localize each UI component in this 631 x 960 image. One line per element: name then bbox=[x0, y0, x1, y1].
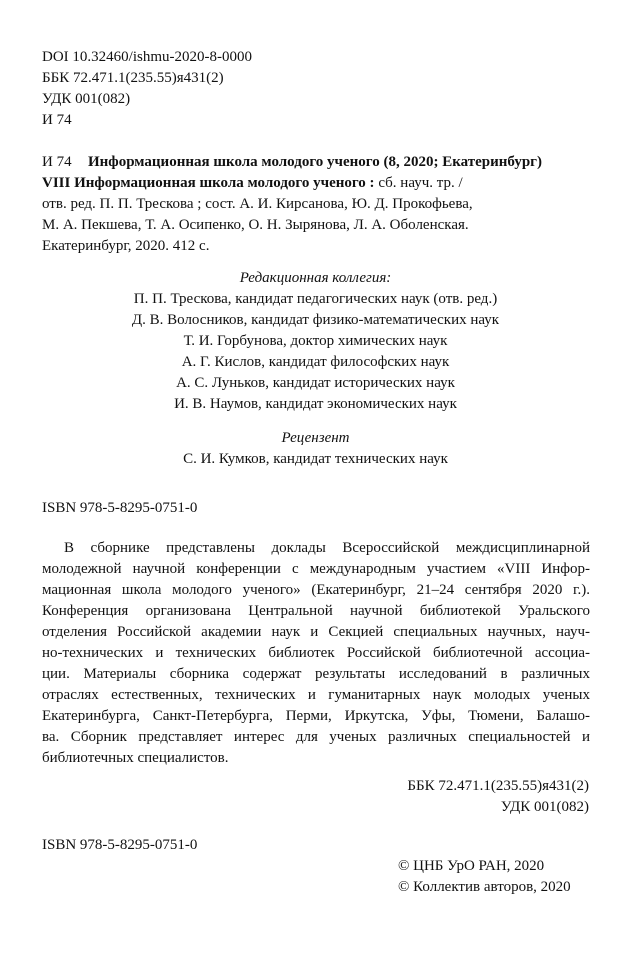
abstract-line: Конференция организована Центральной научной библиотекой Уральского bbox=[42, 603, 590, 619]
entry-line5: Екатеринбург, 2020. 412 с. bbox=[42, 238, 210, 254]
abstract-line: отраслях естественных, технических и гуманитарных наук молодых ученых bbox=[42, 687, 590, 703]
board-heading: Редакционная коллегия: bbox=[239, 270, 392, 286]
board-member: Д. В. Волосников, кандидат физико-математических наук bbox=[131, 312, 500, 328]
copyright-line-2: © Коллектив авторов, 2020 bbox=[398, 879, 571, 895]
abstract-line: мационная школа молодого ученого» (Екатеринбург, 21–24 сентября 2020 г.). bbox=[42, 582, 590, 598]
board-member: П. П. Трескова, кандидат педагогических наук (отв. ред.) bbox=[133, 291, 498, 307]
entry-title-1: Информационная школа молодого ученого (8, 2020; Екатеринбург) bbox=[88, 154, 542, 170]
abstract-line: ции. Материалы сборника содержат результаты исследований в различных bbox=[42, 666, 590, 682]
entry-line4: М. А. Пекшева, Т. А. Осипенко, О. Н. Зырянова, Л. А. Оболенская. bbox=[42, 217, 469, 233]
classification-bbk: ББК 72.471.1(235.55)я431(2) bbox=[407, 778, 589, 794]
entry-line3: отв. ред. П. П. Трескова ; сост. А. И. Кирсанова, Ю. Д. Прокофьева, bbox=[42, 196, 473, 212]
abstract-line: В сборнике представлены доклады Всероссийской междисциплинарной bbox=[64, 540, 590, 556]
board-member: И. В. Наумов, кандидат экономических наук bbox=[174, 396, 457, 412]
abstract-line: ва. Сборник представляет интерес для ученых различных специальностей и bbox=[42, 729, 590, 745]
udk-line: УДК 001(082) bbox=[42, 91, 131, 107]
doi-line: DOI 10.32460/ishmu-2020-8-0000 bbox=[42, 49, 252, 65]
board-member: А. С. Луньков, кандидат исторических наук bbox=[176, 375, 455, 391]
abstract-line: молодежной научной конференции с международным участием «VIII Инфор- bbox=[42, 561, 590, 577]
abstract-line: Екатеринбурга, Санкт-Петербурга, Перми, Иркутска, Уфы, Тюмени, Балашо- bbox=[42, 708, 590, 724]
isbn-top: ISBN 978-5-8295-0751-0 bbox=[42, 500, 198, 516]
bibliographic-entry bbox=[42, 152, 590, 262]
classification-udk: УДК 001(082) bbox=[500, 799, 589, 815]
reviewer-heading: Рецензент bbox=[281, 430, 350, 446]
entry-line2-rest: сб. науч. тр. / bbox=[374, 175, 463, 191]
entry-title-2: VIII Информационная школа молодого ученого : bbox=[42, 175, 375, 191]
editorial-board bbox=[0, 268, 631, 415]
abstract-line: но-технических и технических библиотек Российской библиотечной ассоциа- bbox=[42, 645, 590, 661]
abstract-line: отделения Российской академии наук и Секцией специальных научных, науч- bbox=[42, 624, 590, 640]
author-mark: И 74 bbox=[42, 112, 72, 128]
entry-code: И 74 bbox=[42, 154, 72, 170]
abstract-line: библиотечных специалистов. bbox=[42, 750, 229, 766]
isbn-bottom: ISBN 978-5-8295-0751-0 bbox=[42, 837, 198, 853]
copyright-line-1: © ЦНБ УрО РАН, 2020 bbox=[398, 858, 545, 874]
reviewer-name: С. И. Кумков, кандидат технических наук bbox=[183, 451, 448, 467]
bbk-line: ББК 72.471.1(235.55)я431(2) bbox=[42, 70, 224, 86]
abstract bbox=[42, 538, 590, 769]
board-member: А. Г. Кислов, кандидат философских наук bbox=[181, 354, 450, 370]
board-member: Т. И. Горбунова, доктор химических наук bbox=[183, 333, 448, 349]
reviewer-block bbox=[0, 428, 631, 470]
